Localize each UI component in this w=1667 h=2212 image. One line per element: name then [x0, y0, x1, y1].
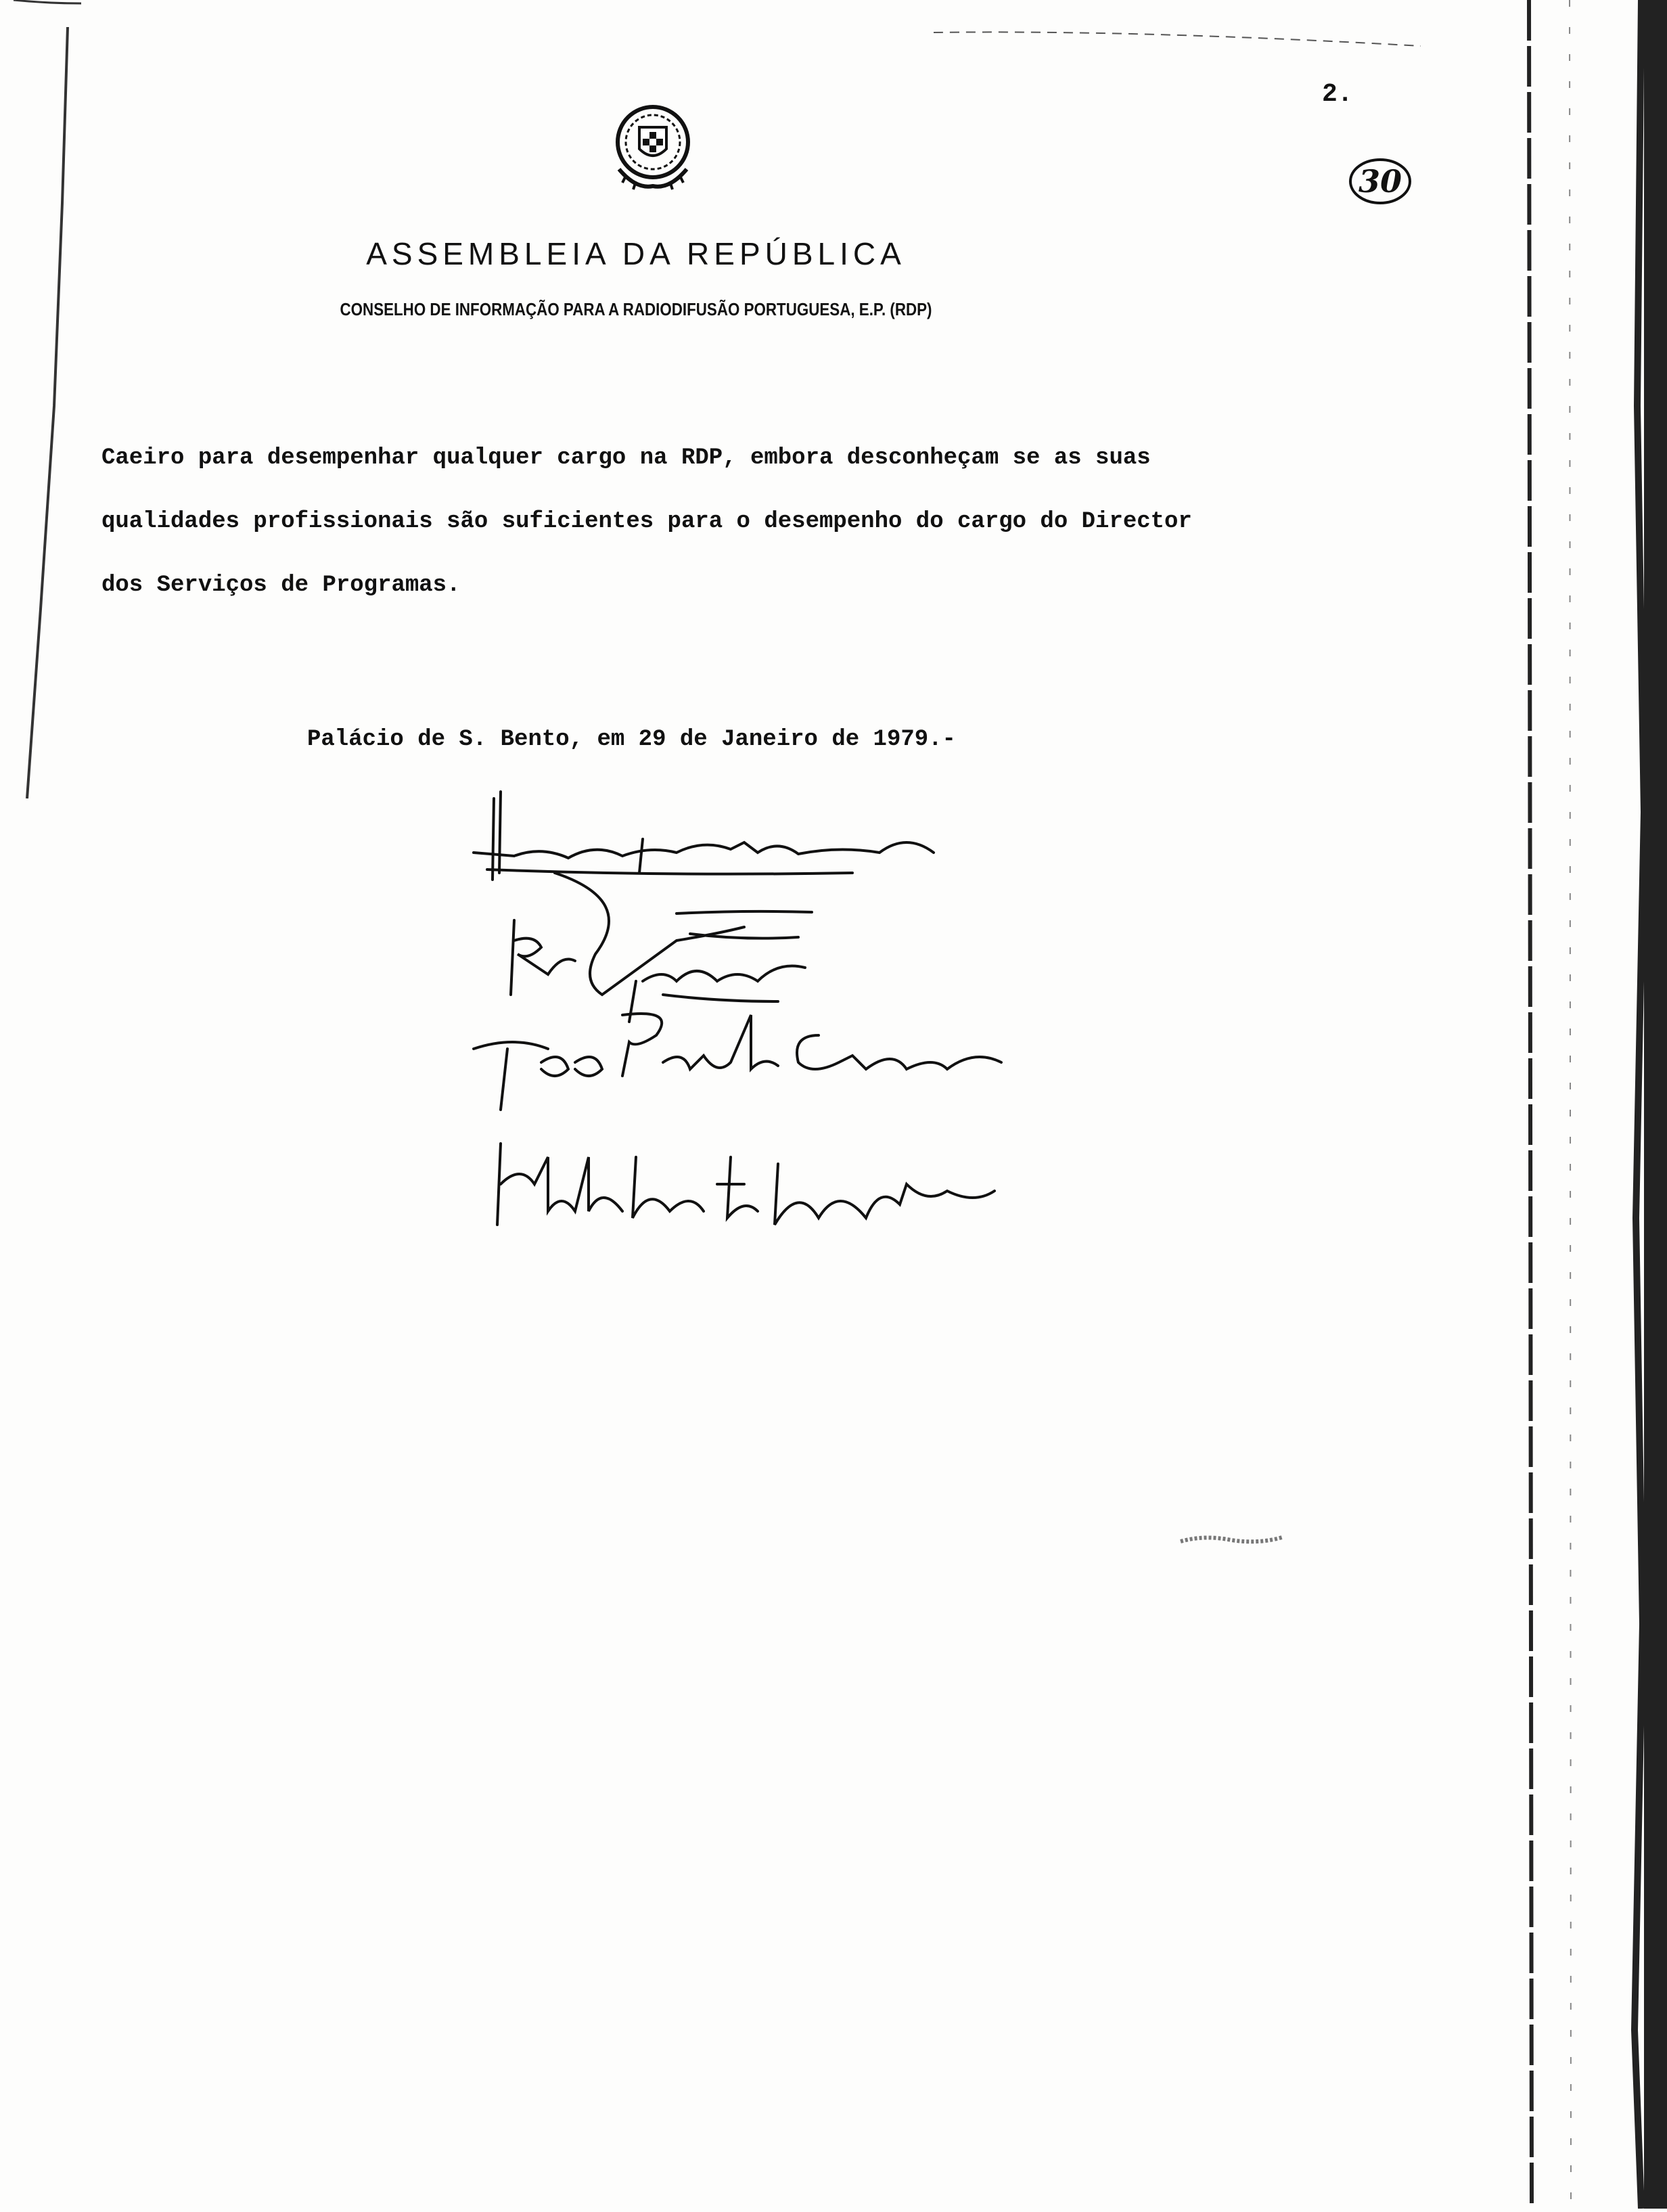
- signatures-block: [460, 778, 1150, 1265]
- scan-edge-right: [1509, 0, 1667, 2209]
- page-number: 2.: [1322, 80, 1353, 109]
- portuguese-coat-of-arms-icon: [602, 95, 704, 203]
- place-and-date: Palácio de S. Bento, em 29 de Janeiro de 1979.-: [307, 727, 956, 752]
- signature-3: [474, 1014, 1001, 1110]
- scan-edge-top: [934, 27, 1421, 54]
- folio-number-text: 30: [1358, 163, 1402, 200]
- body-line: dos Serviços de Programas.: [101, 572, 461, 598]
- council-subtitle: CONSELHO DE INFORMAÇÃO PARA A RADIODIFUSÃO PORTUGUESA, E.P. (RDP): [340, 299, 932, 319]
- body-paragraph: [101, 426, 1373, 617]
- body-line: Caeiro para desempenhar qualquer cargo na RDP, embora desconheçam se as suas: [101, 445, 1151, 471]
- signature-4: [497, 1144, 995, 1225]
- signature-2: [511, 873, 812, 1022]
- folio-number: [1346, 154, 1414, 208]
- body-line: qualidades profissionais são suficientes para o desempenho do cargo do Director: [101, 509, 1192, 535]
- scan-edge-left: [0, 0, 81, 812]
- institution-title: ASSEMBLEIA DA REPÚBLICA: [366, 236, 906, 271]
- signature-1: [474, 792, 934, 880]
- ink-smudge: [1177, 1529, 1285, 1550]
